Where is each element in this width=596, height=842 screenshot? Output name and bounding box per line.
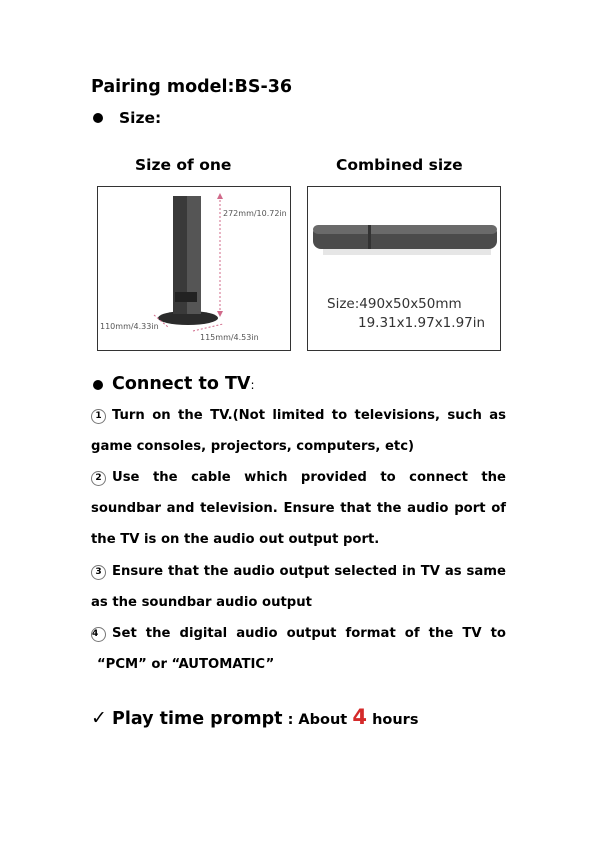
size-label: Size: xyxy=(119,109,162,127)
connect-bullet xyxy=(93,380,103,390)
combined-speaker-figure xyxy=(307,186,501,351)
step-text: Use the cable which provided to connect the soundbar and television. Ensure that the audio port of the TV is on the audio out output port. xyxy=(91,470,506,547)
step-3 xyxy=(91,556,506,618)
connect-heading-colon: : xyxy=(250,378,255,392)
single-speaker-figure xyxy=(97,186,291,351)
size-bullet xyxy=(93,113,103,123)
step-text: Ensure that the audio output selected in TV as same as the soundbar audio output xyxy=(91,564,506,610)
depth-dimension-label: 110mm/4.33in xyxy=(100,322,159,331)
combined-size-line1: Size:490x50x50mm xyxy=(327,296,462,312)
connect-heading-text: Connect to TV xyxy=(112,374,251,394)
step-number: 2 xyxy=(91,471,106,486)
page-title: Pairing model:BS-36 xyxy=(91,77,293,97)
size-of-one-heading: Size of one xyxy=(135,156,232,174)
step-2 xyxy=(91,462,506,555)
step-number: 1 xyxy=(91,409,106,424)
playtime-line xyxy=(91,705,418,729)
width-dimension-label: 115mm/4.53in xyxy=(200,333,259,342)
playtime-value: 4 xyxy=(352,705,367,729)
step-text: Set the digital audio output format of the TV to xyxy=(112,626,506,641)
step-text: Turn on the TV.(Not limited to televisions, such as game consoles, projectors, computers, etc) xyxy=(91,408,506,454)
combined-speaker-drawing xyxy=(308,187,500,350)
height-dimension-label: 272mm/10.72in xyxy=(223,209,287,218)
playtime-suffix: hours xyxy=(372,712,419,728)
step-number: 4 xyxy=(91,627,106,642)
playtime-label: Play time prompt xyxy=(112,709,283,729)
connect-heading xyxy=(112,374,255,394)
step-4-formats: “PCM” or “AUTOMATIC” xyxy=(97,657,275,672)
check-icon: ✓ xyxy=(91,707,107,729)
step-1 xyxy=(91,400,506,462)
combined-size-heading: Combined size xyxy=(336,156,463,174)
playtime-prefix: : About xyxy=(287,712,348,728)
combined-size-line2: 19.31x1.97x1.97in xyxy=(358,315,486,331)
single-speaker-drawing xyxy=(98,187,290,350)
step-4 xyxy=(91,618,506,649)
step-number: 3 xyxy=(91,565,106,580)
